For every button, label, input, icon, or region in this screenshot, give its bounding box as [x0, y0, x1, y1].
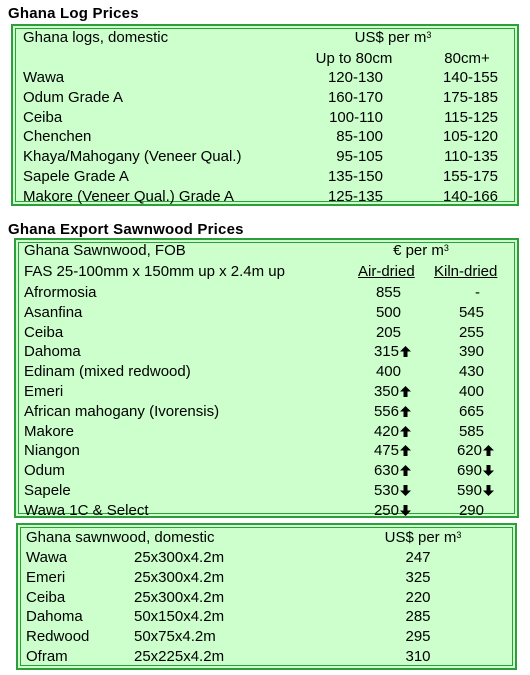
log-row-name: Odum Grade A	[23, 88, 124, 106]
export-row-kiln-dried	[396, 482, 494, 500]
domestic-row-size: 25x225x4.2m	[134, 648, 225, 665]
log-row-80cm-plus: 140-155	[442, 69, 498, 86]
log-row-up-to-80cm: 120-130	[327, 69, 383, 86]
log-prices-table	[11, 24, 519, 206]
log-row-name: Ceiba	[23, 108, 63, 126]
export-table-title: Ghana Sawnwood, FOB	[24, 242, 186, 259]
log-col-header-80cm-plus: 80cm+	[444, 50, 490, 67]
kiln-dried-value: 665	[458, 402, 484, 420]
log-row-up-to-80cm: 95-105	[336, 148, 383, 166]
export-row-name: Niangon	[24, 442, 80, 460]
log-row-name: Khaya/Mahogany (Veneer Qual.)	[23, 148, 242, 166]
domestic-row-size: 25x300x4.2m	[134, 568, 225, 586]
export-row-kiln-dried	[396, 502, 484, 520]
export-spec: FAS 25-100mm x 150mm up x 2.4m up	[24, 263, 285, 280]
log-row-80cm-plus: 175-185	[442, 88, 498, 106]
export-row-kiln-dried	[396, 343, 484, 361]
domestic-row-price: 295	[405, 628, 431, 646]
export-prices-heading: Ghana Export Sawnwood Prices	[8, 221, 244, 238]
export-row-kiln-dried	[396, 383, 484, 401]
export-col-header-air-dried: Air-dried	[358, 263, 415, 280]
domestic-table-title: Ghana sawnwood, domestic	[26, 529, 215, 546]
log-row-80cm-plus: 155-175	[442, 168, 498, 185]
air-dried-value: 500	[375, 303, 401, 321]
export-row-air-dried	[316, 304, 401, 322]
export-row-kiln-dried	[396, 442, 494, 460]
kiln-dried-value: 390	[458, 343, 484, 361]
domestic-row-size: 25x300x4.2m	[134, 549, 225, 566]
air-dried-value: 205	[375, 323, 401, 341]
kiln-dried-value: 585	[458, 422, 484, 440]
export-row-air-dried	[316, 324, 401, 342]
export-row-kiln-dried	[396, 304, 484, 322]
log-row-name: Makore (Veneer Qual.) Grade A	[23, 187, 234, 205]
export-row-name: African mahogany (Ivorensis)	[24, 402, 220, 420]
log-row-name: Wawa	[23, 69, 65, 86]
domestic-prices-table	[16, 523, 517, 670]
export-row-kiln-dried	[396, 423, 484, 441]
log-unit: US$ per $m^3$	[354, 29, 432, 46]
export-row-name: Edinam (mixed redwood)	[24, 363, 191, 381]
air-dried-value: 315	[373, 343, 399, 361]
air-dried-value: 530	[373, 482, 399, 499]
domestic-row-name: Wawa	[26, 549, 68, 566]
air-dried-value: 855	[375, 284, 401, 301]
export-row-kiln-dried	[396, 363, 484, 381]
log-prices-heading: Ghana Log Prices	[8, 5, 139, 22]
log-row-up-to-80cm: 160-170	[327, 88, 383, 106]
log-row-up-to-80cm: 100-110	[329, 108, 383, 126]
air-dried-value: 400	[375, 363, 401, 381]
domestic-row-price: 285	[405, 608, 431, 626]
air-dried-value: 250	[373, 501, 399, 519]
export-row-name: Wawa 1C & Select	[24, 501, 149, 519]
export-row-name: Odum	[24, 462, 65, 480]
domestic-row-size: 50x75x4.2m	[134, 628, 216, 646]
domestic-row-name: Ceiba	[26, 588, 66, 606]
kiln-dried-value: 430	[458, 363, 484, 381]
log-row-name: Chenchen	[23, 128, 92, 146]
log-row-80cm-plus: 105-120	[442, 128, 498, 146]
log-row-80cm-plus: 140-166	[442, 187, 498, 205]
kiln-dried-value: 400	[458, 383, 484, 400]
export-row-name: Afrormosia	[24, 284, 97, 301]
export-row-name: Makore	[24, 422, 75, 440]
export-row-name: Ceiba	[24, 323, 64, 341]
export-row-air-dried	[316, 284, 401, 302]
export-row-kiln-dried	[396, 284, 480, 302]
log-col-header-up-to-80cm: Up to 80cm	[315, 50, 393, 67]
kiln-dried-value: 290	[458, 501, 484, 519]
domestic-row-name: Emeri	[26, 568, 66, 586]
domestic-unit: US$ per $m^3$	[384, 529, 462, 546]
domestic-row-name: Dahoma	[26, 608, 83, 626]
kiln-dried-value: 620	[456, 442, 482, 460]
log-row-80cm-plus: 115-125	[444, 108, 498, 126]
arrow-down-icon	[483, 485, 494, 496]
domestic-row-price: 220	[405, 588, 431, 606]
export-row-name: Sapele	[24, 482, 71, 499]
kiln-dried-value: 690	[456, 462, 482, 480]
export-row-name: Emeri	[24, 383, 64, 400]
kiln-dried-value: -	[475, 284, 480, 301]
kiln-dried-value: 545	[458, 303, 484, 321]
arrow-down-icon	[483, 465, 494, 476]
export-row-air-dried	[316, 363, 401, 381]
export-row-kiln-dried	[396, 324, 484, 342]
log-table-title: Ghana logs, domestic	[23, 29, 169, 46]
kiln-dried-value: 590	[456, 482, 482, 499]
domestic-row-price: 310	[405, 648, 431, 665]
log-row-80cm-plus: 110-135	[444, 148, 498, 166]
log-row-name: Sapele Grade A	[23, 168, 129, 185]
export-row-name: Dahoma	[24, 343, 81, 361]
air-dried-value: 630	[373, 462, 399, 480]
domestic-row-size: 25x300x4.2m	[134, 588, 225, 606]
export-prices-table	[14, 238, 519, 518]
domestic-row-name: Redwood	[26, 628, 90, 646]
air-dried-value: 556	[373, 402, 399, 420]
arrow-up-icon	[483, 445, 494, 456]
export-unit: € per $m^3$	[393, 242, 449, 259]
domestic-row-price: 325	[405, 568, 431, 586]
export-row-kiln-dried	[396, 403, 484, 421]
log-row-up-to-80cm: 135-150	[327, 168, 383, 185]
log-row-up-to-80cm: 85-100	[336, 128, 383, 146]
air-dried-value: 475	[373, 442, 399, 460]
domestic-row-size: 50x150x4.2m	[134, 608, 225, 626]
domestic-row-name: Ofram	[26, 648, 68, 665]
domestic-row-price: 247	[405, 549, 431, 566]
export-col-header-kiln-dried: Kiln-dried	[434, 263, 498, 280]
air-dried-value: 420	[373, 422, 399, 440]
air-dried-value: 350	[373, 383, 399, 400]
kiln-dried-value: 255	[458, 323, 484, 341]
export-row-name: Asanfina	[24, 303, 83, 321]
export-row-kiln-dried	[396, 462, 494, 480]
log-row-up-to-80cm: 125-135	[327, 187, 383, 205]
